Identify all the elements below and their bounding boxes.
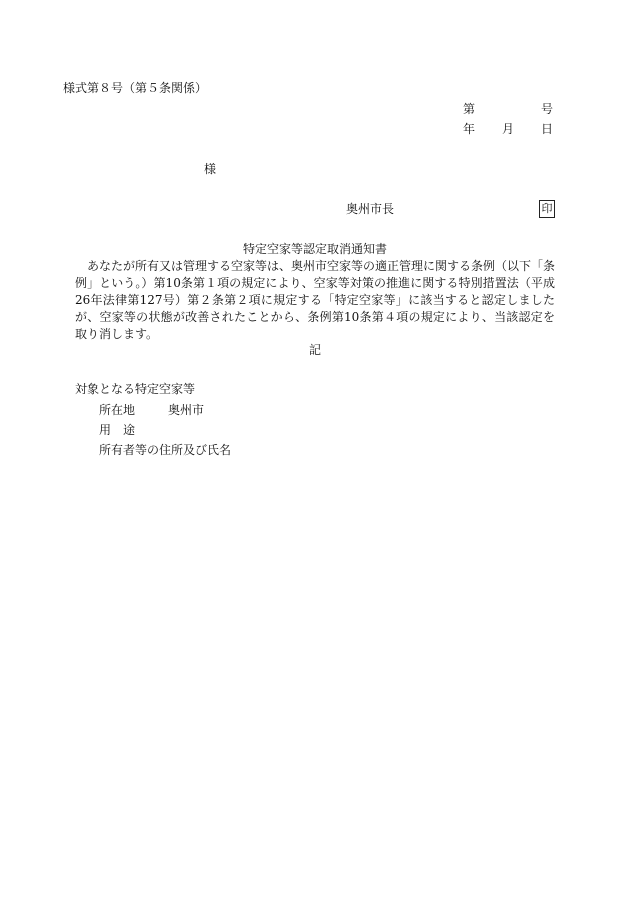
date-month: 月 [502, 122, 515, 136]
target-heading: 対象となる特定空家等 [75, 382, 196, 396]
document-title: 特定空家等認定取消通知書 [242, 242, 387, 256]
doc-number-go: 号 [541, 102, 554, 116]
body-paragraph [75, 258, 555, 343]
issuer-name: 奥州市長 [346, 202, 395, 216]
usage-label: 用 途 [99, 423, 136, 437]
location-label: 所在地 [99, 403, 136, 417]
doc-number-dai: 第 [463, 102, 476, 116]
date-year: 年 [463, 122, 476, 136]
body-text: あなたが所有又は管理する空家等は、奥州市空家等の適正管理に関する条例（以下「条例」という。）第10条第１項の規定により、空家等対策の推進に関する特別措置法（平成26年法律第127号）第２条第２項に規定する「特定空家等」に該当すると認定しましたが、空家等の状態が改善されたことから、条例第10条第４項の規定により、当該認定を取り消します。 [75, 259, 556, 341]
date-day: 日 [541, 122, 554, 136]
ki-heading: 記 [308, 343, 321, 357]
addressee-suffix: 様 [204, 162, 217, 176]
seal-mark: 印 [539, 200, 555, 218]
owner-label: 所有者等の住所及び氏名 [99, 443, 232, 457]
location-value: 奥州市 [168, 403, 205, 417]
form-label: 様式第８号（第５条関係） [63, 81, 208, 95]
